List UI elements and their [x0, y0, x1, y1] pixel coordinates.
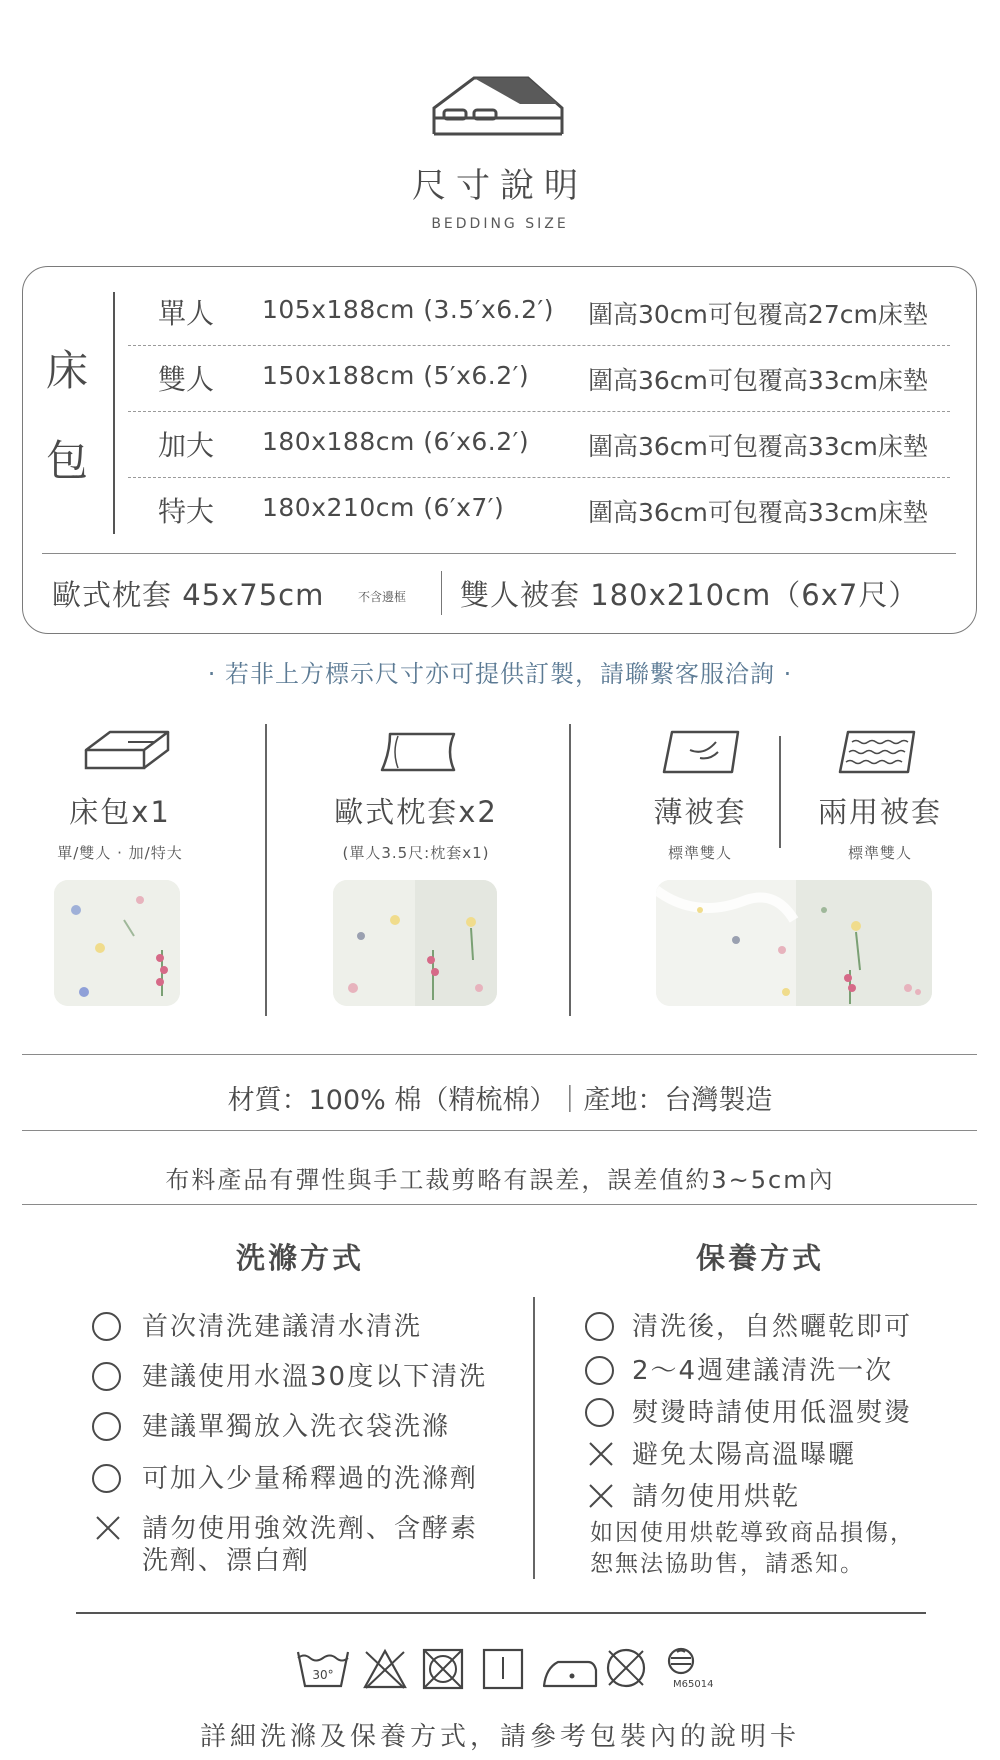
bed-icon — [430, 74, 570, 138]
fitted-sheet-swatch — [54, 880, 180, 1006]
care-item: 熨燙時請使用低溫熨燙 — [632, 1398, 913, 1428]
ok-circle-icon — [92, 1312, 121, 1341]
material-origin: 材質：100% 棉（精梳棉）｜產地：台灣製造 — [227, 1085, 773, 1116]
fitted-sheet-label-1: 床 — [46, 346, 89, 395]
size-row-note: 圍高30cm可包覆高27cm床墊 — [588, 300, 928, 329]
care-item: 避免太陽高溫曝曬 — [632, 1440, 857, 1470]
fitted-sheet-label-2: 包 — [46, 436, 89, 485]
size-row-dimension: 180x210cm (6′x7′) — [262, 493, 505, 522]
quilt-swatch — [656, 880, 932, 1006]
washing-item: 首次清洗建議清水清洗 — [142, 1312, 423, 1342]
pillow-icon — [376, 728, 460, 776]
custom-order-note: · 若非上方標示尺寸亦可提供訂製，請聯繫客服洽詢 · — [207, 660, 793, 688]
size-row-name: 特大 — [158, 495, 215, 528]
ok-circle-icon — [585, 1356, 614, 1385]
certification-code: M65014 — [673, 1679, 714, 1690]
size-row-note: 圍高36cm可包覆高33cm床墊 — [588, 498, 928, 527]
care-footnote-line: 恕無法協助售，請悉知。 — [590, 1551, 865, 1577]
washing-item: 建議單獨放入洗衣袋洗滌 — [142, 1412, 451, 1442]
dual-quilt-icon — [836, 728, 920, 778]
ok-circle-icon — [92, 1412, 121, 1441]
size-row-note: 圍高36cm可包覆高33cm床墊 — [588, 432, 928, 461]
washing-item-cont: 洗劑、漂白劑 — [142, 1546, 311, 1576]
product-subtitle: 標準雙人 — [667, 844, 732, 862]
product-title: 兩用被套 — [817, 795, 942, 829]
product-title: 床包x1 — [69, 795, 171, 829]
divider — [569, 724, 571, 1016]
pillowcase-swatch — [333, 880, 497, 1006]
care-item: 清洗後，自然曬乾即可 — [632, 1312, 913, 1342]
ok-circle-icon — [585, 1312, 614, 1341]
certification-icon — [666, 1646, 696, 1676]
no-bleach-icon — [362, 1648, 408, 1690]
dashed-divider — [128, 345, 950, 346]
divider — [22, 1054, 977, 1055]
size-row-note: 圍高36cm可包覆高33cm床墊 — [588, 366, 928, 395]
divider — [22, 1204, 977, 1205]
ok-circle-icon — [585, 1398, 614, 1427]
care-footnote-line: 如因使用烘乾導致商品損傷， — [590, 1520, 915, 1546]
page-subtitle: BEDDING SIZE — [431, 216, 569, 232]
divider — [113, 292, 115, 534]
washing-item: 建議使用水溫30度以下清洗 — [142, 1362, 488, 1392]
not-allowed-cross-icon — [587, 1440, 615, 1468]
divider — [42, 553, 956, 554]
line-dry-icon — [482, 1648, 524, 1690]
divider — [441, 571, 442, 615]
size-row-name: 加大 — [158, 429, 215, 462]
dashed-divider — [128, 477, 950, 478]
product-title: 歐式枕套x2 — [334, 795, 498, 829]
thin-quilt-icon — [660, 728, 744, 778]
care-item: 2～4週建議清洗一次 — [632, 1356, 894, 1386]
product-subtitle: 單/雙人 · 加/特大 — [57, 844, 183, 862]
product-title: 薄被套 — [653, 795, 747, 829]
size-row-dimension: 150x188cm (5′x6.2′) — [262, 361, 530, 390]
washing-item: 可加入少量稀釋過的洗滌劑 — [142, 1464, 479, 1494]
ok-circle-icon — [92, 1362, 121, 1391]
product-subtitle: 標準雙人 — [847, 844, 912, 862]
wash-30-icon — [296, 1648, 350, 1690]
pillowcase-size: 歐式枕套 45x75cm — [52, 578, 325, 612]
low-iron-icon — [540, 1648, 600, 1690]
size-row-name: 雙人 — [158, 363, 215, 396]
care-footnote — [590, 1518, 915, 1580]
duvet-size: 雙人被套 180x210cm（6x7尺） — [460, 578, 919, 612]
page-title: 尺寸說明 — [412, 166, 588, 206]
care-item: 請勿使用烘乾 — [632, 1482, 801, 1512]
divider — [22, 1130, 977, 1131]
product-subtitle: (單人3.5尺:枕套x1) — [342, 844, 490, 862]
fitted-sheet-icon — [82, 728, 172, 776]
washing-item: 請勿使用強效洗劑、含酵素 — [142, 1514, 479, 1544]
tolerance-note: 布料產品有彈性與手工裁剪略有誤差，誤差值約3~5cm內 — [165, 1166, 835, 1194]
dashed-divider — [128, 411, 950, 412]
no-tumble-dry-icon — [422, 1648, 464, 1690]
size-row-dimension: 180x188cm (6′x6.2′) — [262, 427, 530, 456]
care-card-note: 詳細洗滌及保養方式，請參考包裝內的說明卡 — [199, 1722, 800, 1752]
pillowcase-note: 不含邊框 — [358, 590, 407, 604]
size-row-dimension: 105x188cm (3.5′x6.2′) — [262, 295, 554, 324]
divider — [533, 1297, 535, 1579]
ok-circle-icon — [92, 1464, 121, 1493]
care-heading: 保養方式 — [695, 1241, 824, 1275]
washing-heading: 洗滌方式 — [235, 1241, 364, 1275]
divider — [779, 736, 781, 848]
divider — [265, 724, 267, 1016]
not-allowed-cross-icon — [94, 1514, 122, 1542]
not-allowed-cross-icon — [587, 1482, 615, 1510]
divider — [76, 1612, 926, 1614]
wash-temp-label: 30° — [312, 1668, 334, 1682]
size-row-name: 單人 — [158, 297, 215, 330]
no-dry-clean-icon — [604, 1646, 648, 1690]
